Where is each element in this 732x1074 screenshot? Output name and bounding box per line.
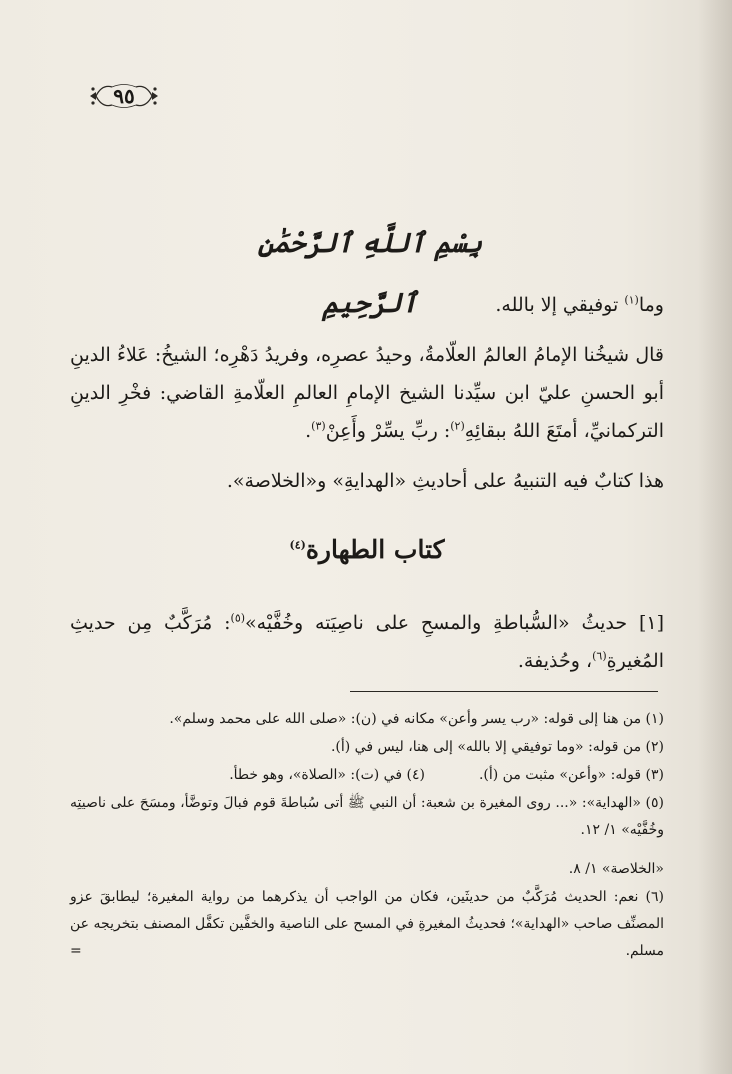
footnote-1: (١) من هنا إلى قوله: «رب يسر وأعن» مكانه في (ن): «صلى الله على محمد وسلم». <box>169 711 664 727</box>
hadith-text-a: [١] حديثُ «السُّباطةِ والمسحِ على ناصِيَته وخُفَّيْه» <box>245 612 664 634</box>
opening-line-before: وما <box>638 294 664 316</box>
page-gutter-shadow <box>698 0 732 1074</box>
footnote-5: (٥) «الهداية»: «... روى المغيرة بن شعبة: أن النبي ﷺ أتى سُباطةَ قوم فبالَ وتوضَّأ، ومسَحَ على ناصيتِه وخُفَّيْه» ١/ ١٢. <box>70 795 664 838</box>
footnote-ref-6[interactable]: (٦) <box>592 649 607 663</box>
footnote-ref-1[interactable]: (١) <box>624 293 639 307</box>
chapter-heading-text: كتاب الطهارة <box>305 535 445 564</box>
footnote-3: (٣) قوله: «وأعن» مثبت من (أ). <box>478 767 664 783</box>
opening-line-after: توفيقي إلا بالله. <box>495 294 625 316</box>
intro-text-b: : ربِّ يسِّرْ وأَعِنْ <box>325 420 451 442</box>
page-number-ornament <box>88 78 160 114</box>
chapter-heading <box>70 528 664 572</box>
footnote-4: (٤) في (ت): «الصلاة»، وهو خطأ. <box>229 767 425 783</box>
footnote-ref-2[interactable]: (٢) <box>450 419 465 433</box>
footnote-6 <box>70 884 664 965</box>
footnote-ref-4[interactable]: (٤) <box>289 538 306 552</box>
footnote-separator <box>350 691 658 692</box>
intro-paragraph <box>70 336 664 450</box>
opening-line <box>70 286 664 324</box>
page-number: ٩٥ <box>113 84 135 108</box>
basmala-calligraphy: بِسْمِ ٱللَّهِ ٱلرَّحْمَٰنِ ٱلرَّحِيمِ <box>257 228 483 319</box>
statement-paragraph: هذا كتابٌ فيه التنبيهُ على أحاديثِ «الهدايةِ» و«الخلاصة». <box>226 470 664 492</box>
footnote-2: (٢) من قوله: «وما توفيقي إلا بالله» إلى هنا، ليس في (أ). <box>330 739 664 755</box>
hadith-text-b: : مُرَكَّبٌ مِن حديثِ المُغيرةِ <box>70 612 664 672</box>
footnote-6-text: (٦) نعم: الحديث مُرَكَّبٌ من حديثَين، فكان من الواجب أن يذكرهما من رواية المغيرة؛ ليطابقَ عزو المصنِّف صاحب «الهداية»؛ فحديثُ المغيرةِ في المسح على الناصية والخفَّين تكفَّل المصنف بتخريجه عن مسلم. <box>70 889 664 959</box>
footnote-ref-5[interactable]: (٥) <box>230 611 246 625</box>
hadith-entry-1 <box>70 604 664 680</box>
intro-text-a: قال شيخُنا الإمامُ العالمُ العلّامةُ، وحيدُ عصرِه، وفريدُ دَهْرِه؛ الشيخُ: عَلاءُ الدينِ أبو الحسنِ عليّ ابن سيِّدنا الشيخ الإمامِ العالمِ العلّامةِ القاضي: فخْرِ الدينِ التركمانيِّ، أمتَعَ اللهُ ببقائِهِ <box>70 344 664 442</box>
continuation-mark: = <box>70 943 82 959</box>
footnote-ref-3[interactable]: (٣) <box>311 419 326 433</box>
footnote-5-continuation: «الخلاصة» ١/ ٨. <box>568 861 664 877</box>
footnote-row-3-4 <box>70 762 664 789</box>
intro-text-c: . <box>305 420 312 442</box>
hadith-text-c: ، وحُذيفة. <box>517 650 593 672</box>
